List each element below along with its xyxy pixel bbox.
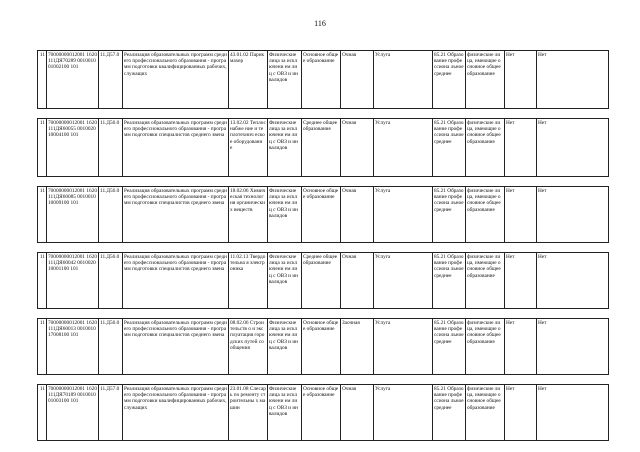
row-number: 11 xyxy=(38,253,47,309)
table-row xyxy=(38,119,609,177)
education-level: Среднее общее образование xyxy=(302,119,341,177)
specialty: 13.02.02 Теплоснабже ние и теплотехнич еское оборудовани е xyxy=(229,119,268,177)
table-row xyxy=(38,253,609,309)
education-level: Основное общее образование xyxy=(302,385,341,441)
specialty: 18.02.06 Химическая технология органических веществ xyxy=(229,187,268,243)
study-form: Заочная xyxy=(341,319,374,375)
row-number: 11 xyxy=(38,385,47,441)
study-form: Очная xyxy=(341,385,374,441)
okved-code: 11.Д57.0 xyxy=(99,51,123,109)
service-name: Реализация образовательных программ среднего профессионального образования - программ подготовки специалистов среднего звена xyxy=(123,319,229,375)
flag-b: Нет xyxy=(537,187,609,243)
flag-b: Нет xyxy=(537,385,609,441)
row-number: 11 xyxy=(38,119,47,177)
registry-code: 70000000012001 1620111ДЯ60042 001002010001100 101 xyxy=(47,253,99,309)
registry-code: 70000000012001 1620111ДЯ60013 001001017008100 101 xyxy=(47,319,99,375)
flag-a: Нет xyxy=(505,187,537,243)
service-name: Реализация образовательных программ среднего профессионального образования - программ подготовки квалифицированных рабочих, служащих xyxy=(123,51,229,109)
service-type: Услуга xyxy=(374,319,433,375)
okved-code: 11.Д56.0 xyxy=(99,119,123,177)
okpd-code: 85.21 Образование профессиона льное среднее xyxy=(433,119,466,177)
specialty: 23.01.08 Слесарь по ремонту строительны х машин xyxy=(229,385,268,441)
consumer-description: физические лица, имеющие основное общее образование xyxy=(466,187,505,243)
flag-a: Нет xyxy=(505,119,537,177)
consumer-category: Физические лица за исключени ем лиц с ОВЗ и инвалидов xyxy=(268,51,302,109)
consumer-description: физические лица, имеющие основное общее образование xyxy=(466,51,505,109)
registry-code: 70000000012001 1620111ДЯ70189 001001001003100 101 xyxy=(47,385,99,441)
okved-code: 11.Д56.0 xyxy=(99,253,123,309)
row-gap xyxy=(38,309,609,319)
table-row xyxy=(38,187,609,243)
consumer-description: физические лица, имеющие основное общее образование xyxy=(466,253,505,309)
education-level: Основное общее образование xyxy=(302,187,341,243)
flag-a: Нет xyxy=(505,319,537,375)
consumer-description: физические лица, имеющие основное общее образование xyxy=(466,319,505,375)
service-name: Реализация образовательных программ среднего профессионального образования - программ подготовки квалифицированных рабочих, служащих xyxy=(123,385,229,441)
consumer-description: физические лица, имеющие основное общее образование xyxy=(466,119,505,177)
row-gap xyxy=(38,177,609,187)
service-name: Реализация образовательных программ среднего профессионального образования - программ подготовки специалистов среднего звена xyxy=(123,187,229,243)
row-gap xyxy=(38,243,609,253)
specialty: 11.02.13 Твердотельна я электроника xyxy=(229,253,268,309)
education-level: Основное общее образование xyxy=(302,319,341,375)
flag-b: Нет xyxy=(537,51,609,109)
education-level: Среднее общее образование xyxy=(302,253,341,309)
okpd-code: 85.21 Образование профессиона льное среднее xyxy=(433,51,466,109)
flag-b: Нет xyxy=(537,319,609,375)
registry-code: 70000000012001 1620111ДЯ60085 001001010009100 101 xyxy=(47,187,99,243)
specialty: 43.01.02 Парикмахер xyxy=(229,51,268,109)
row-gap xyxy=(38,109,609,119)
service-type: Услуга xyxy=(374,187,433,243)
row-number: 11 xyxy=(38,51,47,109)
study-form: Очная xyxy=(341,51,374,109)
consumer-category: Физические лица за исключени ем лиц с ОВЗ и инвалидов xyxy=(268,119,302,177)
consumer-category: Физические лица за исключени ем лиц с ОВЗ и инвалидов xyxy=(268,253,302,309)
registry-code: 70000000012001 1620111ДЯ70289 001001001002100 101 xyxy=(47,51,99,109)
service-type: Услуга xyxy=(374,119,433,177)
service-type: Услуга xyxy=(374,253,433,309)
table-body xyxy=(38,51,609,441)
okpd-code: 85.21 Образование профессиона льное среднее xyxy=(433,253,466,309)
flag-b: Нет xyxy=(537,253,609,309)
service-name: Реализация образовательных программ среднего профессионального образования - программ подготовки специалистов среднего звена xyxy=(123,253,229,309)
flag-a: Нет xyxy=(505,385,537,441)
consumer-category: Физические лица за исключени ем лиц с ОВЗ и инвалидов xyxy=(268,319,302,375)
specialty: 08.02.06 Строительств о и эксплуатация городских путей сообщения xyxy=(229,319,268,375)
row-number: 11 xyxy=(38,319,47,375)
row-gap xyxy=(38,375,609,385)
consumer-category: Физические лица за исключени ем лиц с ОВЗ и инвалидов xyxy=(268,187,302,243)
page-number: 116 xyxy=(314,19,326,28)
flag-a: Нет xyxy=(505,253,537,309)
services-register-table xyxy=(37,50,609,441)
row-number: 11 xyxy=(38,187,47,243)
okpd-code: 85.21 Образование профессиона льное среднее xyxy=(433,187,466,243)
study-form: Очная xyxy=(341,187,374,243)
flag-b: Нет xyxy=(537,119,609,177)
table-row xyxy=(38,51,609,109)
education-level: Основное общее образование xyxy=(302,51,341,109)
consumer-category: Физические лица за исключени ем лиц с ОВЗ и инвалидов xyxy=(268,385,302,441)
service-type: Услуга xyxy=(374,51,433,109)
okpd-code: 85.21 Образование профессиона льное среднее xyxy=(433,385,466,441)
service-type: Услуга xyxy=(374,385,433,441)
flag-a: Нет xyxy=(505,51,537,109)
okpd-code: 85.21 Образование профессиона льное среднее xyxy=(433,319,466,375)
table-row xyxy=(38,319,609,375)
service-name: Реализация образовательных программ среднего профессионального образования - программ подготовки специалистов среднего звена xyxy=(123,119,229,177)
okved-code: 11.Д56.0 xyxy=(99,187,123,243)
okved-code: 11.Д56.0 xyxy=(99,319,123,375)
consumer-description: физические лица, имеющие основное общее образование xyxy=(466,385,505,441)
okved-code: 11.Д57.0 xyxy=(99,385,123,441)
study-form: Очная xyxy=(341,119,374,177)
registry-code: 70000000012001 1620111ДЯ60055 001002010004100 101 xyxy=(47,119,99,177)
study-form: Очная xyxy=(341,253,374,309)
table-row xyxy=(38,385,609,441)
